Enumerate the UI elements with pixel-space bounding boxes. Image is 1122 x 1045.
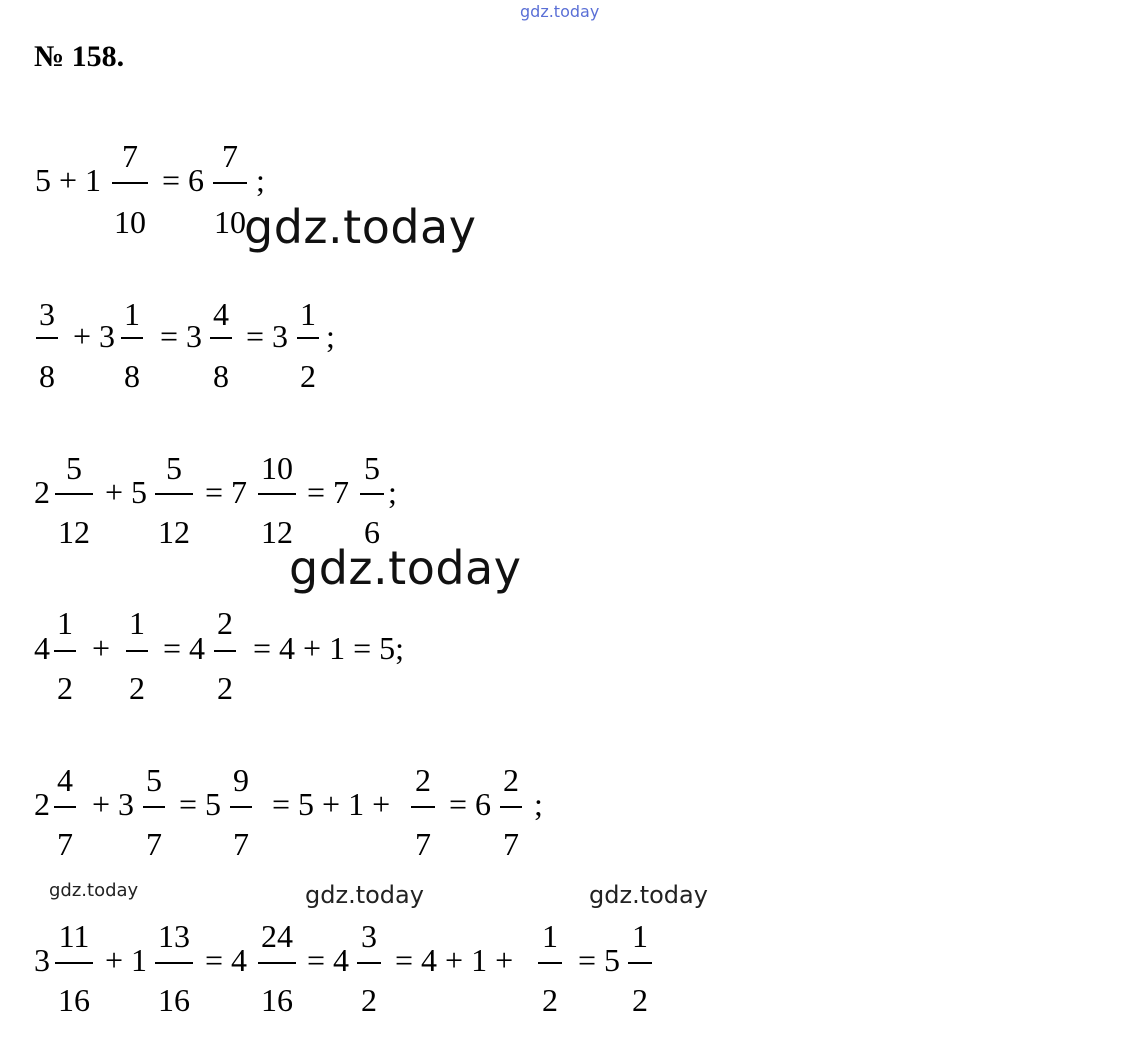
fraction-numerator: 1: [542, 918, 558, 954]
fraction-bar: [55, 493, 93, 495]
fraction-bar: [155, 493, 193, 495]
fraction-numerator: 2: [503, 762, 519, 798]
expression-text: + 1: [105, 942, 148, 978]
fraction-numerator: 5: [166, 450, 182, 486]
fraction-denominator: 2: [129, 670, 145, 706]
fraction-bar: [214, 650, 236, 652]
fraction-bar: [126, 650, 148, 652]
expression-text: ;: [256, 162, 265, 198]
fraction-bar: [54, 806, 76, 808]
fraction-numerator: 5: [66, 450, 82, 486]
fraction-bar: [36, 337, 58, 339]
expression-text: + 3: [92, 786, 135, 822]
problem-title: № 158.: [34, 40, 125, 73]
fraction-numerator: 4: [57, 762, 73, 798]
fraction-bar: [143, 806, 165, 808]
expression-text: = 5: [179, 786, 222, 822]
fraction-denominator: 10: [214, 204, 246, 240]
expression-text: ;: [326, 318, 335, 354]
fraction-bar: [230, 806, 252, 808]
expression-text: = 5 + 1 +: [272, 786, 391, 822]
fraction-bar: [155, 962, 193, 964]
expression-text: = 4: [163, 630, 206, 666]
fraction-numerator: 2: [415, 762, 431, 798]
fraction-bar: [112, 182, 148, 184]
fraction-numerator: 1: [632, 918, 648, 954]
fraction-bar: [538, 962, 562, 964]
expression-text: +: [92, 630, 111, 666]
fraction-denominator: 2: [361, 982, 377, 1018]
expression-text: 3: [34, 942, 50, 978]
fraction-denominator: 12: [58, 514, 90, 550]
watermark-big-2: gdz.today: [289, 541, 522, 595]
fraction-numerator: 4: [213, 296, 229, 332]
fraction-numerator: 10: [261, 450, 293, 486]
fraction-bar: [55, 962, 93, 964]
fraction-numerator: 1: [300, 296, 316, 332]
fraction-denominator: 2: [632, 982, 648, 1018]
expression-text: 5 + 1: [35, 162, 102, 198]
fraction-denominator: 16: [261, 982, 293, 1018]
fraction-denominator: 7: [233, 826, 249, 862]
fraction-numerator: 24: [261, 918, 293, 954]
fraction-denominator: 10: [114, 204, 146, 240]
fraction-numerator: 5: [146, 762, 162, 798]
fraction-bar: [357, 962, 381, 964]
expression-text: = 6: [449, 786, 492, 822]
watermark-small-2: gdz.today: [305, 881, 424, 909]
expression-text: = 4: [307, 942, 350, 978]
expression-text: = 3: [246, 318, 289, 354]
fraction-bar: [54, 650, 76, 652]
fraction-denominator: 2: [300, 358, 316, 394]
fraction-denominator: 6: [364, 514, 380, 550]
expression-text: ;: [534, 786, 543, 822]
expression-text: = 7: [307, 474, 350, 510]
fraction-bar: [121, 337, 143, 339]
fraction-bar: [411, 806, 435, 808]
fraction-denominator: 7: [415, 826, 431, 862]
fraction-numerator: 1: [129, 605, 145, 641]
fraction-bar: [628, 962, 652, 964]
fraction-numerator: 1: [124, 296, 140, 332]
fraction-denominator: 7: [503, 826, 519, 862]
fraction-numerator: 13: [158, 918, 190, 954]
fraction-numerator: 7: [222, 138, 238, 174]
expression-text: = 4 + 1 +: [395, 942, 514, 978]
fraction-denominator: 2: [57, 670, 73, 706]
watermark-big-1: gdz.today: [244, 200, 477, 254]
fraction-denominator: 16: [58, 982, 90, 1018]
expression-text: 2: [34, 474, 50, 510]
fraction-bar: [213, 182, 247, 184]
fraction-bar: [360, 493, 384, 495]
watermark-top: gdz.today: [520, 2, 600, 21]
expression-text: ;: [388, 474, 397, 510]
fraction-numerator: 1: [57, 605, 73, 641]
expression-text: + 5: [105, 474, 148, 510]
watermark-small-3: gdz.today: [589, 881, 708, 909]
expression-text: = 3: [160, 318, 203, 354]
fraction-bar: [258, 962, 296, 964]
fraction-numerator: 9: [233, 762, 249, 798]
fraction-bar: [297, 337, 319, 339]
expression-text: = 4: [205, 942, 248, 978]
fraction-numerator: 7: [122, 138, 138, 174]
expression-text: 4: [34, 630, 50, 666]
fraction-denominator: 8: [124, 358, 140, 394]
fraction-denominator: 12: [158, 514, 190, 550]
watermark-small-1: gdz.today: [49, 880, 139, 901]
fraction-denominator: 8: [213, 358, 229, 394]
fraction-denominator: 2: [542, 982, 558, 1018]
fraction-denominator: 8: [39, 358, 55, 394]
fraction-denominator: 16: [158, 982, 190, 1018]
fraction-numerator: 2: [217, 605, 233, 641]
fraction-numerator: 11: [58, 918, 90, 954]
fraction-numerator: 3: [39, 296, 55, 332]
fraction-denominator: 7: [57, 826, 73, 862]
fraction-denominator: 2: [217, 670, 233, 706]
expression-text: = 6: [162, 162, 205, 198]
expression-text: = 7: [205, 474, 248, 510]
fraction-denominator: 12: [261, 514, 293, 550]
expression-text: = 5: [578, 942, 621, 978]
fraction-denominator: 7: [146, 826, 162, 862]
fraction-bar: [500, 806, 522, 808]
fraction-numerator: 3: [361, 918, 377, 954]
expression-text: 2: [34, 786, 50, 822]
fraction-bar: [210, 337, 232, 339]
fraction-numerator: 5: [364, 450, 380, 486]
expression-text: + 3: [73, 318, 116, 354]
expression-text: = 4 + 1 = 5;: [253, 630, 405, 666]
fraction-bar: [258, 493, 296, 495]
